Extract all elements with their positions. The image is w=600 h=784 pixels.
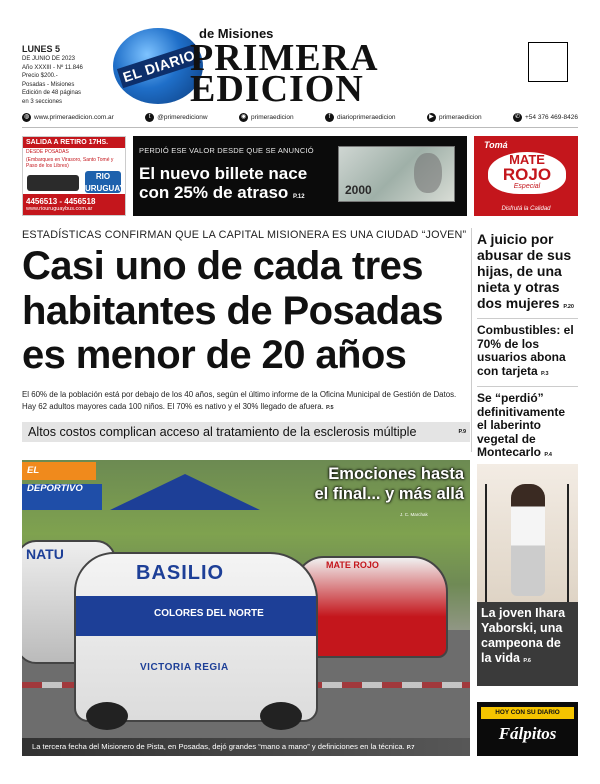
photo-credit: J. C. Marchak bbox=[400, 512, 428, 517]
sidebar-story-1-text: A juicio por abusar de sus hijas, de una nieta y otras dos mujeres bbox=[477, 231, 572, 311]
deportivo-headline-line2: el final... y más allá bbox=[314, 485, 464, 503]
date-box bbox=[22, 44, 112, 107]
car-main-sponsor1: COLORES DEL NORTE bbox=[154, 608, 264, 619]
mate-logo-line1: MATE bbox=[509, 152, 545, 167]
brand-title-line2: EDICION bbox=[190, 68, 364, 110]
social-facebook[interactable] bbox=[325, 113, 396, 122]
issue-number: Año XXXIII - Nº 11.846 bbox=[22, 64, 83, 71]
globe-band-text: EL DIARIO bbox=[117, 44, 201, 88]
bus-ad-title: SALIDA A RETIRO 17HS. bbox=[23, 137, 125, 148]
photo-caption-text: La tercera fecha del Misionero de Pista, en Posadas, dejó grandes “mano a mano” y definiciones en la técnica. bbox=[32, 742, 405, 751]
social-whatsapp[interactable] bbox=[513, 113, 578, 122]
race-car-main bbox=[74, 552, 318, 722]
social-twitter-text: @primeredicionw bbox=[157, 113, 208, 121]
sidebar-rule-2 bbox=[477, 386, 578, 387]
mate-logo-line3: Especial bbox=[513, 183, 541, 190]
social-twitter[interactable] bbox=[145, 113, 207, 122]
photo-caption bbox=[22, 738, 470, 756]
bus-ad-brand: RIO URUGUAY bbox=[85, 172, 125, 193]
mate-rojo-ad[interactable] bbox=[474, 136, 578, 216]
qr-code-icon[interactable] bbox=[528, 42, 568, 82]
facebook-icon: f bbox=[325, 113, 334, 122]
racing-photo[interactable] bbox=[22, 460, 470, 756]
main-kicker: ESTADÍSTICAS CONFIRMAN QUE LA CAPITAL MISIONERA ES UNA CIUDAD “JOVEN” bbox=[22, 229, 467, 241]
main-headline-line3: es menor de 20 años bbox=[22, 333, 407, 377]
brand-title-line1: PRIMERA bbox=[190, 37, 379, 79]
car-wheel bbox=[260, 702, 302, 730]
section-label-deportivo[interactable]: EL DEPORTIVO bbox=[22, 462, 96, 480]
feature-caption-text: La joven Ihara Yaborski, una campeona de la vida bbox=[481, 606, 566, 665]
bus-ad-phones-text: 4456513 - 4456518 bbox=[26, 197, 96, 206]
instagram-icon: ◉ bbox=[240, 113, 247, 120]
sidebar-story-3-text: Se “perdió” definitivamente el laberinto vegetal de Montecarlo bbox=[477, 391, 566, 459]
bus-ad-stops: (Embarques en Virasoro, Santo Tomé y Paso de los Libres) bbox=[26, 157, 114, 169]
globe-icon: ◍ bbox=[23, 113, 30, 120]
whatsapp-icon: ✆ bbox=[514, 113, 521, 120]
feature-story[interactable] bbox=[477, 464, 578, 686]
twitter-icon: t bbox=[145, 113, 154, 122]
banknote-value: 2000 bbox=[345, 183, 372, 197]
sidebar-story-1-page: P.20 bbox=[563, 304, 574, 310]
promo-headline bbox=[139, 164, 307, 207]
bus-ad[interactable] bbox=[22, 136, 126, 216]
car-left-name: NATU bbox=[26, 546, 64, 562]
edition-sections: en 3 secciones bbox=[22, 98, 63, 105]
main-lede-text: El 60% de la población está por debajo de los 40 años, según el último informe de la Oficina Municipal de Gestión de Datos. Hay 62 adultos mayores cada 100 niños. El 70% es nativo y el 30% llegado de afuera. bbox=[22, 390, 457, 411]
sidebar-story-2[interactable] bbox=[477, 324, 578, 381]
social-youtube-text: primeraedicion bbox=[438, 113, 482, 121]
brand-subtitle: de Misiones bbox=[199, 26, 274, 41]
mate-ad-toma: Tomá bbox=[484, 140, 508, 150]
mate-logo-line2: ROJO bbox=[502, 165, 552, 184]
city: Posadas - Misiones bbox=[22, 81, 75, 88]
date-day: LUNES 5 bbox=[22, 44, 61, 54]
main-headline-line1: Casi uno de cada tres bbox=[22, 244, 423, 288]
youtube-icon: ▶ bbox=[427, 113, 436, 122]
gym-bar bbox=[567, 484, 569, 602]
social-facebook-text: diarioprimeraedicion bbox=[337, 113, 396, 121]
car-main-sponsor2: VICTORIA REGIA bbox=[140, 662, 229, 673]
secondary-headline-bar[interactable] bbox=[22, 422, 470, 442]
bus-ad-origin: DESDE POSADAS bbox=[26, 149, 69, 155]
banknote-portrait bbox=[414, 153, 442, 193]
banknote-image bbox=[338, 146, 455, 202]
sidebar-story-3[interactable] bbox=[477, 392, 578, 463]
gym-bar bbox=[485, 484, 487, 602]
hoy-brand: Fálpitos bbox=[498, 724, 557, 743]
car-wheel bbox=[86, 702, 128, 730]
hoy-label: HOY CON SU DIARIO bbox=[481, 707, 574, 719]
car-main-name: BASILIO bbox=[136, 562, 225, 584]
photo-caption-page: P.7 bbox=[406, 745, 415, 751]
promo-headline-line2: con 25% de atraso bbox=[139, 183, 289, 202]
athlete-figure bbox=[511, 484, 545, 596]
main-lede bbox=[22, 389, 470, 414]
mate-rojo-logo bbox=[488, 152, 566, 194]
price: Precio $200.- bbox=[22, 73, 58, 80]
car-red-name: MATE ROJO bbox=[326, 560, 379, 570]
deportivo-headline[interactable] bbox=[236, 464, 464, 504]
sidebar-story-2-text: Combustibles: el 70% de los usuarios abona con tarjeta bbox=[477, 323, 574, 378]
social-instagram-text: primeraedicion bbox=[250, 113, 294, 121]
promo-headline-line1: El nuevo billete nace bbox=[139, 164, 308, 183]
bus-icon bbox=[27, 175, 79, 191]
promo-kicker: PERDIÓ ESE VALOR DESDE QUE SE ANUNCIÓ bbox=[139, 146, 314, 155]
social-web[interactable] bbox=[22, 113, 114, 122]
sidebar-rule-1 bbox=[477, 318, 578, 319]
social-strip bbox=[22, 110, 578, 124]
secondary-headline-page: P.9 bbox=[458, 429, 466, 435]
main-headline-line2: habitantes de Posadas bbox=[22, 288, 443, 333]
masthead bbox=[0, 0, 600, 110]
date-full: DE JUNIO DE 2023 bbox=[22, 56, 76, 62]
sidebar-story-2-page: P.3 bbox=[541, 370, 549, 377]
social-instagram[interactable] bbox=[239, 113, 294, 122]
sidebar-story-1[interactable] bbox=[477, 231, 578, 315]
feature-caption bbox=[477, 602, 578, 686]
secondary-headline: Altos costos complican acceso al tratamiento de la esclerosis múltiple bbox=[28, 425, 417, 439]
banknote-promo[interactable] bbox=[133, 136, 467, 216]
bus-ad-phones bbox=[23, 194, 125, 215]
social-youtube[interactable] bbox=[427, 113, 482, 122]
social-web-text: www.primeraedicion.com.ar bbox=[34, 113, 114, 121]
sidebar-divider bbox=[471, 228, 472, 452]
main-headline[interactable] bbox=[22, 244, 470, 378]
mate-ad-tagline: Disfrutá la Calidad bbox=[501, 206, 551, 212]
masthead-divider bbox=[22, 127, 578, 128]
social-whatsapp-text: +54 376 469-8426 bbox=[525, 113, 578, 121]
deportivo-headline-line1: Emociones hasta bbox=[328, 465, 464, 483]
feature-page: P.6 bbox=[523, 658, 531, 664]
edition-pages: Edición de 48 páginas bbox=[22, 90, 82, 97]
sidebar-story-3-page: P.4 bbox=[544, 452, 552, 458]
hoy-con-su-diario-promo[interactable] bbox=[477, 702, 578, 756]
bus-ad-web: www.riouruguaybus.com.ar bbox=[26, 206, 93, 212]
promo-page: P.12 bbox=[293, 194, 305, 200]
main-lede-page: P.5 bbox=[326, 405, 334, 411]
